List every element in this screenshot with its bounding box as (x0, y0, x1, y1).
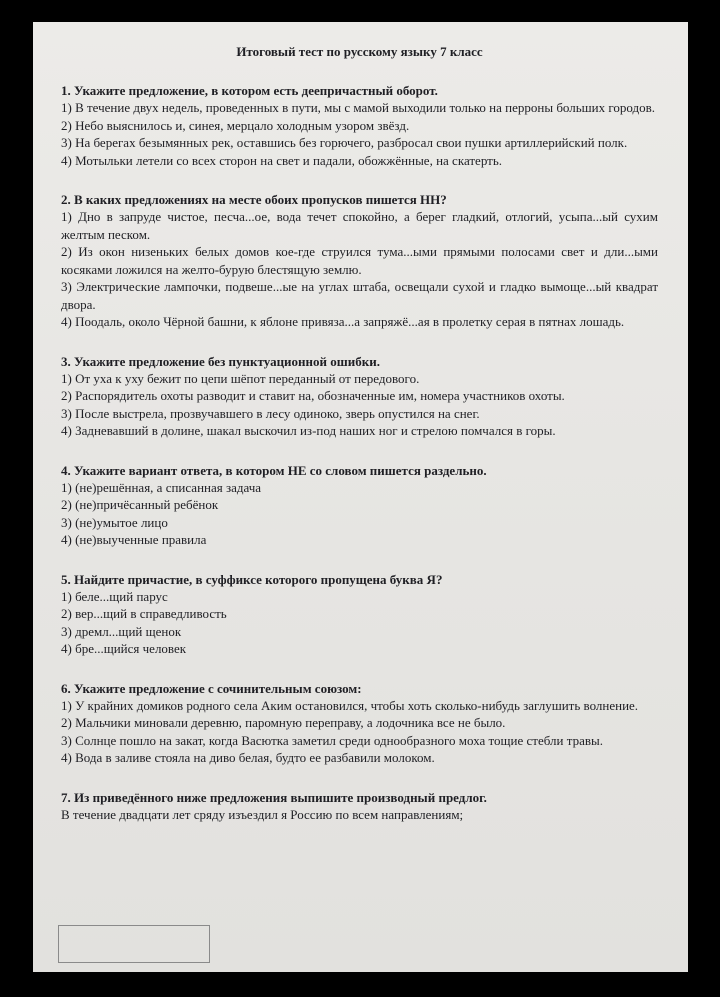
question-heading: 2. В каких предложениях на месте обоих пропусков пишется НН? (61, 192, 447, 207)
answer-option: 4) Вода в заливе стояла на диво белая, будто ее разбавили молоком. (61, 750, 435, 765)
answer-option: 1) В течение двух недель, проведенных в пути, мы с мамой выходили только на перроны больших городов. (61, 100, 656, 115)
page-title: Итоговый тест по русскому языку 7 класс (236, 44, 483, 59)
answer-option: 3) Электрические лампочки, подвеше...ые на углах штаба, освещали сухой и гладко вымоще...ый квадрат двора. (61, 279, 658, 312)
question-7 (61, 789, 658, 823)
answer-option: 3) На берегах безымянных рек, оставшись без горючего, разбросал свои пушки артиллерийский полк. (61, 135, 628, 150)
answer-box (58, 925, 210, 963)
answer-option: 4) Задневавший в долине, шакал выскочил из-под наших ног и стрелою помчался в горы. (61, 423, 556, 438)
answer-option: 2) Мальчики миновали деревню, паромную переправу, а лодочника все не было. (61, 715, 506, 730)
question-2 (61, 191, 658, 331)
answer-option: 3) дремл...щий щенок (61, 623, 182, 639)
question-heading: 1. Укажите предложение, в котором есть деепричастный оборот. (61, 83, 438, 98)
question-1 (61, 82, 658, 169)
question-heading: 4. Укажите вариант ответа, в котором НЕ со словом пишется раздельно. (61, 462, 487, 478)
answer-option: 2) Из окон низеньких белых домов кое-где струился тума...ыми прямыми полосами свет и дли...ыми косяками ложился на желто-бурую блестящую землю. (61, 244, 658, 277)
answer-option: 2) Распорядитель охоты разводит и ставит на, обозначенные им, номера участников охоты. (61, 388, 565, 403)
question-3 (61, 353, 658, 440)
question-heading: 5. Найдите причастие, в суффиксе которого пропущена буква Я? (61, 571, 443, 587)
answer-option: 1) беле...щий парус (61, 588, 168, 604)
test-sheet (33, 22, 688, 972)
answer-option: 2) вер...щий в справедливость (61, 606, 227, 621)
answer-option: 2) Небо выяснилось и, синея, мерцало холодным узором звёзд. (61, 117, 410, 133)
question-6 (61, 680, 658, 767)
answer-option: 3) (не)умытое лицо (61, 514, 168, 530)
answer-option: 4) (не)выученные правила (61, 532, 207, 547)
answer-option: 1) У крайних домиков родного села Аким остановился, чтобы хоть сколько-нибудь заглушить волнение. (61, 697, 639, 713)
answer-option: 4) Мотыльки летели со всех сторон на свет и падали, обожжённые, на скатерть. (61, 152, 503, 168)
question-sentence: В течение двадцати лет сряду изъездил я Россию по всем направлениям; (61, 806, 464, 822)
answer-option: 1) (не)решённая, а списанная задача (61, 479, 262, 495)
question-4 (61, 462, 658, 549)
answer-option: 3) Солнце пошло на закат, когда Васютка заметил среди однообразного моха тощие стебли травы. (61, 732, 603, 748)
question-5 (61, 571, 658, 658)
question-heading: 6. Укажите предложение с сочинительным союзом: (61, 680, 362, 696)
question-heading: 7. Из приведённого ниже предложения выпишите производный предлог. (61, 789, 487, 805)
question-heading: 3. Укажите предложение без пунктуационной ошибки. (61, 353, 380, 369)
answer-option: 2) (не)причёсанный ребёнок (61, 497, 219, 512)
answer-option: 3) После выстрела, прозвучавшего в лесу одиноко, зверь опустился на снег. (61, 405, 480, 421)
answer-option: 4) бре...щийся человек (61, 641, 187, 656)
answer-option: 1) От уха к уху бежит по цепи шёпот переданный от передового. (61, 370, 420, 386)
answer-option: 4) Поодаль, около Чёрной башни, к яблоне привяза...а запряжё...ая в пролетку серая в пятнах лошадь. (61, 314, 625, 329)
answer-option: 1) Дно в запруде чистое, песча...ое, вода течет спокойно, а берег гладкий, отлогий, усыпа...ый сухим желтым песком. (61, 209, 658, 242)
